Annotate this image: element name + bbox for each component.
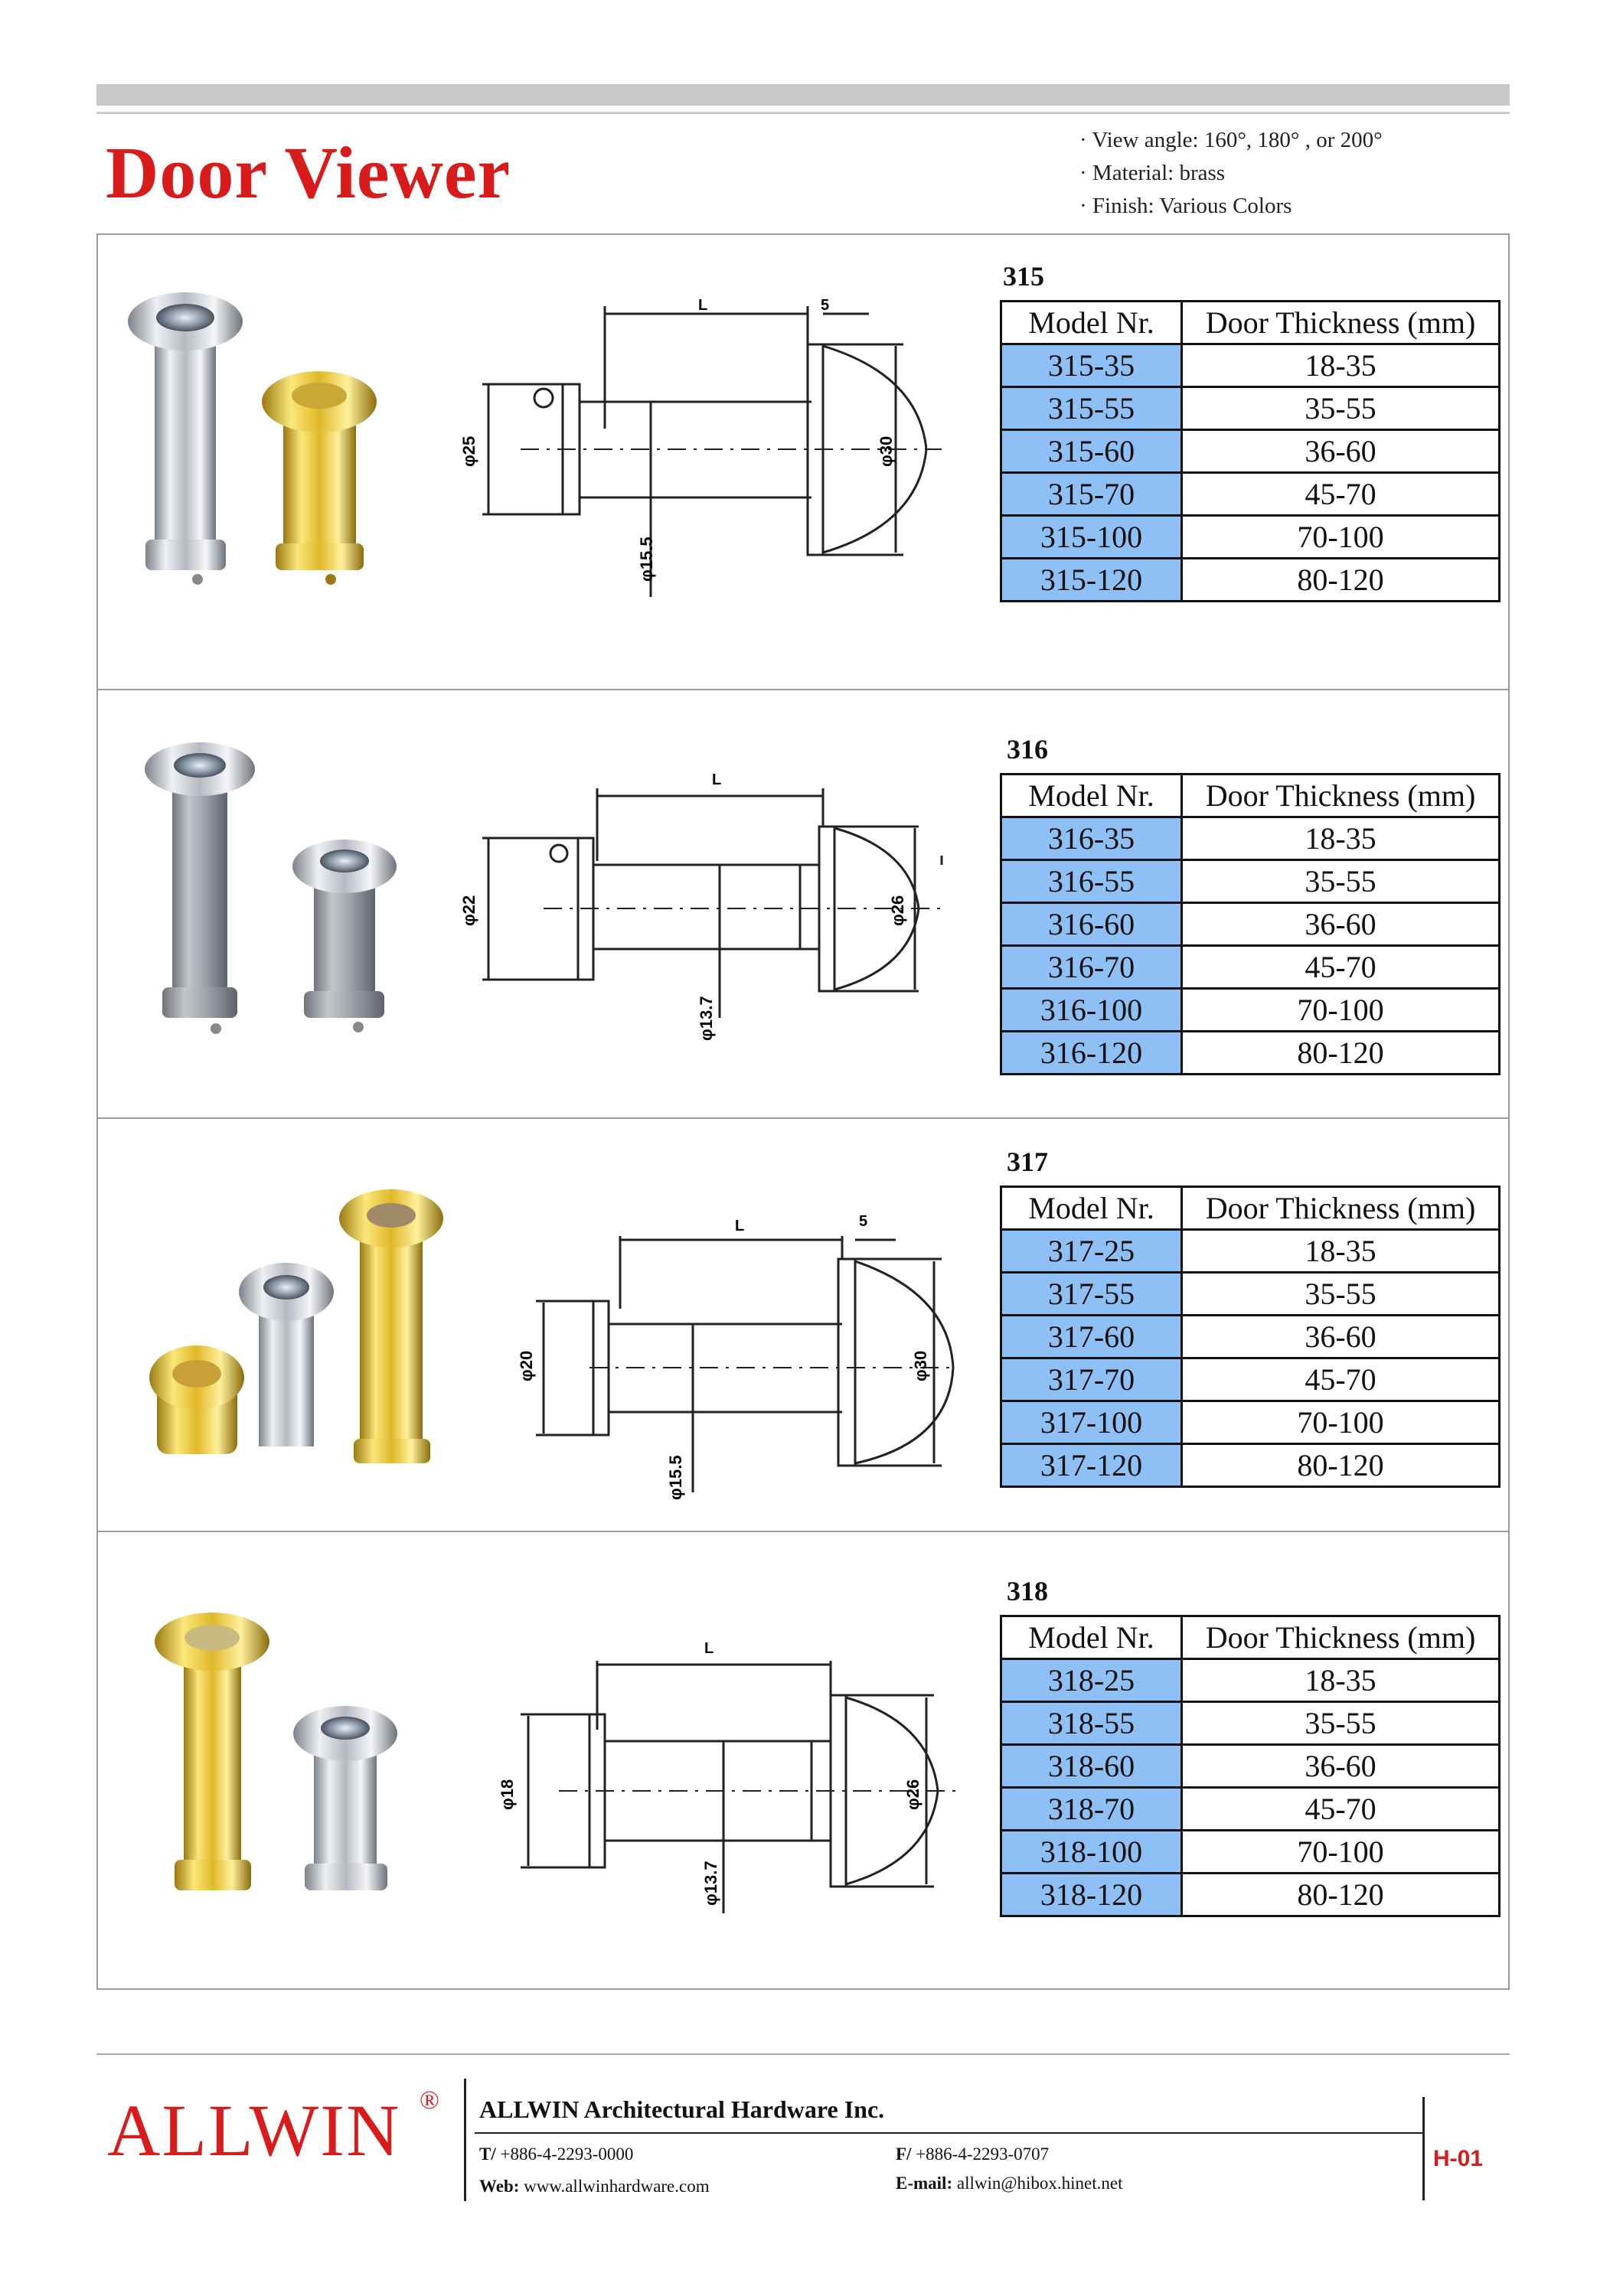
technical-drawing-316: [452, 765, 957, 1087]
model-cell: 315-100: [1001, 516, 1182, 559]
model-title-318: 318: [1007, 1576, 1048, 1606]
table-row: [1001, 1358, 1500, 1401]
thickness-cell: 45-70: [1182, 946, 1500, 989]
dim-length-label: L: [698, 297, 708, 314]
model-title-315: 315: [1003, 261, 1044, 292]
model-cell: 318-25: [1001, 1659, 1182, 1702]
table-row: [1001, 1230, 1500, 1273]
dim-length-label: L: [735, 1218, 745, 1234]
table-header-row: [1001, 1187, 1500, 1230]
spec-finish: · Finish: Various Colors: [1079, 190, 1383, 223]
dim-left-diameter: φ20: [517, 1350, 536, 1381]
col-model: Model Nr.: [1001, 302, 1182, 344]
table-row: [1001, 1444, 1500, 1487]
registered-mark: ®: [420, 2086, 439, 2115]
spec-list: [1079, 124, 1383, 223]
contact-email[interactable]: [896, 2174, 1123, 2193]
model-cell: 318-70: [1001, 1788, 1182, 1831]
dim-left-diameter: φ18: [498, 1779, 517, 1810]
section-divider: [96, 1531, 1510, 1532]
table-header-row: [1001, 302, 1500, 344]
dim-right-diameter: φ26: [903, 1779, 923, 1810]
model-cell: 316-60: [1001, 903, 1182, 946]
footer-rule: [96, 2053, 1510, 2055]
model-cell: 317-120: [1001, 1444, 1182, 1487]
model-cell: 315-120: [1001, 559, 1182, 602]
thickness-cell: 80-120: [1182, 1874, 1500, 1916]
model-cell: 315-60: [1001, 430, 1182, 473]
table-row: [1001, 903, 1500, 946]
dim-length-label: L: [712, 771, 722, 788]
thickness-cell: 70-100: [1182, 1401, 1500, 1444]
model-cell: 316-70: [1001, 946, 1182, 989]
model-cell: 317-60: [1001, 1316, 1182, 1358]
dim-tube-diameter: φ15.5: [666, 1455, 685, 1500]
contact-tel: [479, 2144, 633, 2164]
table-row: [1001, 473, 1500, 516]
col-model: Model Nr.: [1001, 775, 1182, 817]
table-row: [1001, 989, 1500, 1032]
spec-table-315: [1000, 300, 1501, 602]
email-label: E-mail:: [896, 2174, 953, 2193]
spec-view-angle: · View angle: 160°, 180° , or 200°: [1079, 124, 1383, 157]
model-cell: 318-55: [1001, 1702, 1182, 1745]
dim-flange-label: 5: [821, 297, 830, 314]
model-cell: 316-35: [1001, 817, 1182, 860]
dim-left-diameter: φ25: [459, 435, 478, 467]
thickness-cell: 80-120: [1182, 1444, 1500, 1487]
table-row: [1001, 1831, 1500, 1874]
col-model: Model Nr.: [1001, 1616, 1182, 1659]
thickness-cell: 36-60: [1182, 430, 1500, 473]
table-row: [1001, 430, 1500, 473]
model-cell: 317-25: [1001, 1230, 1182, 1273]
page-title: Door Viewer: [106, 132, 511, 214]
model-cell: 317-55: [1001, 1273, 1182, 1316]
col-thickness: Door Thickness (mm): [1182, 1616, 1500, 1659]
dim-tube-diameter: φ13.7: [697, 996, 716, 1041]
model-cell: 316-100: [1001, 989, 1182, 1032]
table-row: [1001, 516, 1500, 559]
header-bar: [96, 84, 1510, 106]
technical-drawing-318: [482, 1630, 972, 1944]
col-thickness: Door Thickness (mm): [1182, 1187, 1500, 1230]
dim-length-label: L: [704, 1640, 714, 1657]
company-name: ALLWIN Architectural Hardware Inc.: [479, 2095, 885, 2123]
table-row: [1001, 1316, 1500, 1358]
col-model: Model Nr.: [1001, 1187, 1182, 1230]
email-link[interactable]: allwin@hibox.hinet.net: [956, 2174, 1123, 2193]
model-title-316: 316: [1007, 734, 1048, 765]
dim-right-diameter: φ30: [877, 435, 896, 467]
table-row: [1001, 1874, 1500, 1916]
spec-material: · Material: brass: [1079, 157, 1383, 190]
product-photo-317: [145, 1194, 475, 1485]
table-row: [1001, 1273, 1500, 1316]
spec-table-318: [1000, 1615, 1501, 1917]
col-thickness: Door Thickness (mm): [1182, 775, 1500, 817]
thickness-cell: 36-60: [1182, 1316, 1500, 1358]
footer-company-rule: [475, 2132, 1424, 2134]
model-cell: 316-55: [1001, 860, 1182, 903]
thickness-cell: 45-70: [1182, 473, 1500, 516]
fax-label: F/: [896, 2144, 912, 2164]
dim-flange-label: 5: [859, 1213, 868, 1230]
dim-right-diameter: φ26: [888, 895, 907, 926]
product-photo-315: [130, 287, 406, 624]
model-cell: 316-120: [1001, 1032, 1182, 1075]
col-thickness: Door Thickness (mm): [1182, 302, 1500, 344]
table-row: [1001, 1401, 1500, 1444]
thickness-cell: 18-35: [1182, 817, 1500, 860]
dim-right-diameter: φ30: [911, 1350, 930, 1381]
product-photo-316: [145, 735, 421, 1079]
table-row: [1001, 1788, 1500, 1831]
thickness-cell: 36-60: [1182, 903, 1500, 946]
product-photo-318: [153, 1607, 429, 1929]
model-cell: 318-60: [1001, 1745, 1182, 1788]
web-link[interactable]: www.allwinhardware.com: [524, 2177, 710, 2196]
model-cell: 318-120: [1001, 1874, 1182, 1916]
spec-table-316: [1000, 773, 1501, 1075]
table-row: [1001, 1745, 1500, 1788]
thickness-cell: 35-55: [1182, 387, 1500, 430]
section-divider: [96, 689, 1510, 690]
thickness-cell: 80-120: [1182, 559, 1500, 602]
contact-fax: [896, 2144, 1049, 2164]
thickness-cell: 45-70: [1182, 1358, 1500, 1401]
brand-logo: ALLWIN: [107, 2089, 401, 2171]
model-cell: 317-100: [1001, 1401, 1182, 1444]
dim-left-diameter: φ22: [459, 895, 478, 926]
thickness-cell: 18-35: [1182, 1659, 1500, 1702]
model-cell: 315-55: [1001, 387, 1182, 430]
thickness-cell: 35-55: [1182, 1702, 1500, 1745]
table-row: [1001, 387, 1500, 430]
dim-tube-diameter: φ13.7: [701, 1861, 720, 1906]
section-divider: [96, 1117, 1510, 1119]
model-cell: 315-70: [1001, 473, 1182, 516]
table-header-row: [1001, 1616, 1500, 1659]
header-rule: [96, 112, 1510, 114]
technical-drawing-315: [452, 283, 957, 620]
model-title-317: 317: [1007, 1146, 1048, 1177]
thickness-cell: 80-120: [1182, 1032, 1500, 1075]
thickness-cell: 35-55: [1182, 860, 1500, 903]
table-row: [1001, 344, 1500, 387]
thickness-cell: 35-55: [1182, 1273, 1500, 1316]
thickness-cell: 70-100: [1182, 516, 1500, 559]
thickness-cell: 70-100: [1182, 1831, 1500, 1874]
thickness-cell: 45-70: [1182, 1788, 1500, 1831]
thickness-cell: 18-35: [1182, 1230, 1500, 1273]
footer-page-separator: [1422, 2097, 1425, 2200]
model-cell: 317-70: [1001, 1358, 1182, 1401]
model-cell: 318-100: [1001, 1831, 1182, 1874]
tel-label: T/: [479, 2144, 496, 2164]
table-row: [1001, 817, 1500, 860]
table-row: [1001, 559, 1500, 602]
technical-drawing-317: [517, 1202, 972, 1508]
table-row: [1001, 1659, 1500, 1702]
dim-tube-diameter: φ15.5: [637, 536, 656, 582]
thickness-cell: 70-100: [1182, 989, 1500, 1032]
fax-value: +886-4-2293-0707: [916, 2144, 1050, 2164]
thickness-cell: 36-60: [1182, 1745, 1500, 1788]
contact-web[interactable]: [479, 2177, 710, 2197]
table-row: [1001, 1032, 1500, 1075]
web-label: Web:: [479, 2177, 520, 2196]
table-row: [1001, 1702, 1500, 1745]
page-code: H-01: [1433, 2146, 1484, 2171]
spec-table-317: [1000, 1186, 1501, 1488]
footer-separator: [464, 2079, 466, 2201]
table-header-row: [1001, 775, 1500, 817]
table-row: [1001, 860, 1500, 903]
table-row: [1001, 946, 1500, 989]
model-cell: 315-35: [1001, 344, 1182, 387]
thickness-cell: 18-35: [1182, 344, 1500, 387]
tel-value: +886-4-2293-0000: [500, 2144, 634, 2164]
